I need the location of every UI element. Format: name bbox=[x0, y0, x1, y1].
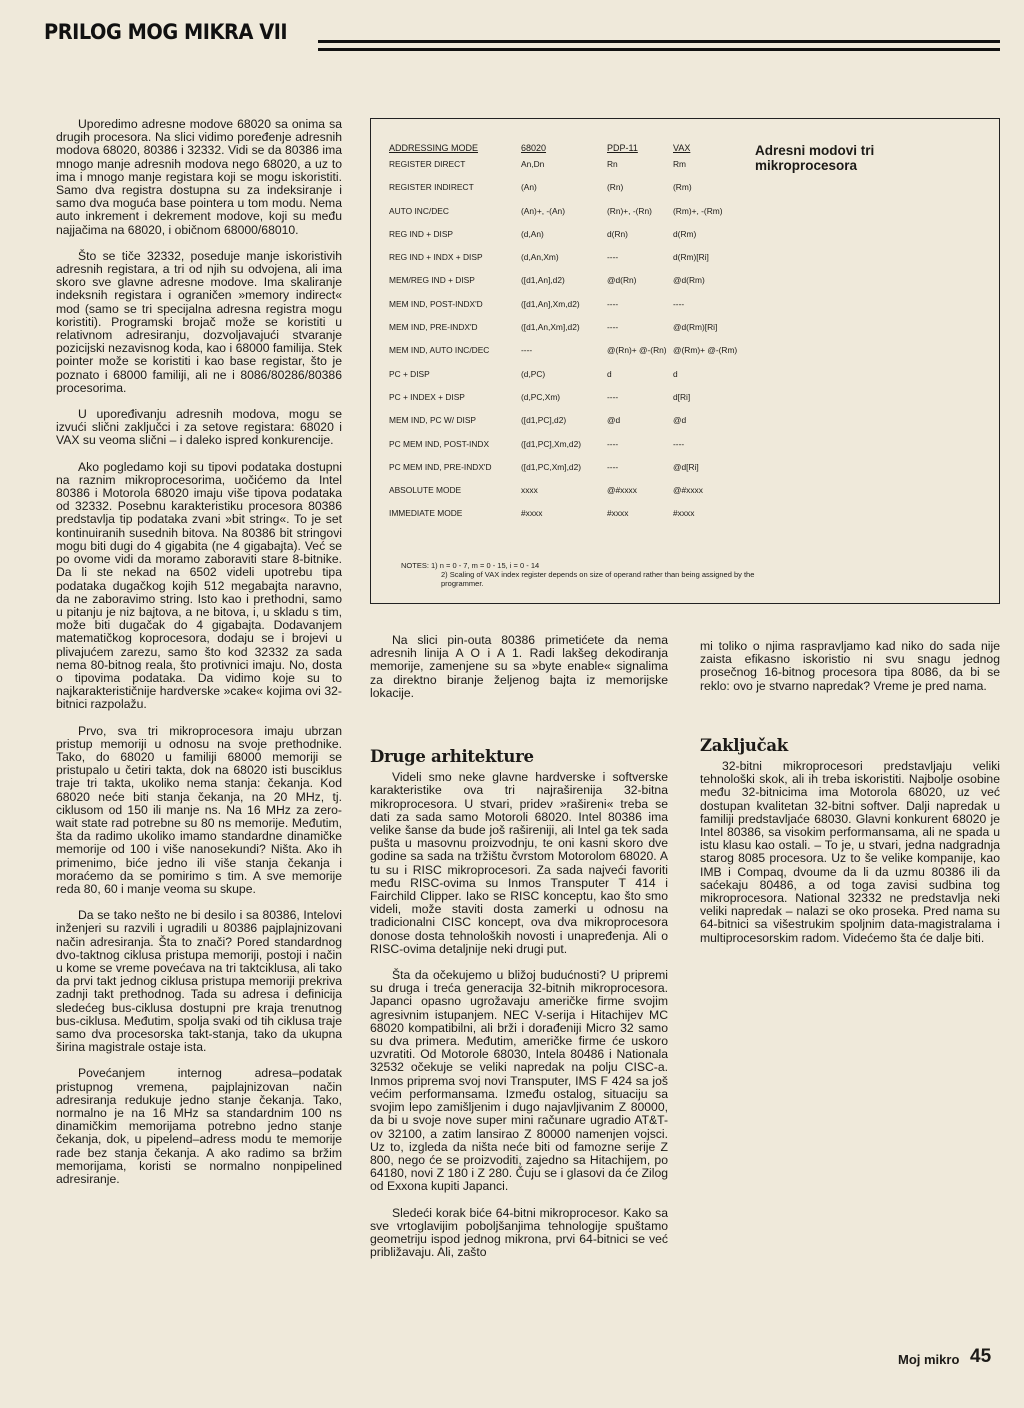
column-2 bbox=[370, 634, 668, 1272]
table-row bbox=[389, 159, 743, 182]
paragraph: Povećanjem internog adresa–podatak pristupnog vremena, pajplajnizovan način adresiranja redukuje jedno stanje čekanja. Tako, normalno je na 16 MHz sa standardnim 100 ns dinamičkim memorijama potrebno jedno stanje čekanja, dok, u pipelend–adress modu te memorije rade bez stanja čekanja. A ako radimo sa bržim memorijama, koristi se normalno nonpipelined adresiranje. bbox=[56, 1066, 342, 1187]
table-cell: REGISTER DIRECT bbox=[389, 159, 466, 169]
column-header: VAX bbox=[673, 143, 691, 153]
magazine-name: Moj mikro bbox=[898, 1352, 960, 1367]
column-header: ADDRESSING MODE bbox=[389, 143, 479, 153]
paragraph: Šta da očekujemo u bližoj budućnosti? U pripremi su druga i treća generacija 32-bitnih mikroprocesora. Japanci opasno ugrožavaju američke firme svojim agresivnim istupanjem. NEC V-serija i Hitachijev MC 68020 kompatibilni, ali brži i dorađeniji Micro 32 samo su dva primera. Međutim, američke firme će uskoro uzvratiti. Od Motorole 68030, Intela 80486 i Nationala 32532 očekuje se veliki napredak na polju CISC-a. Inmos priprema svoj novi Transputer, IMS F 424 sa još većim performansama. Između ostalog, situaciju sa svojim lepo zamišljenim i dugo najavljivanim Z 80000, da bi u svoje nove super mini računare ugradio AT&T-ov 32100, a zatim lansirao Z 80000 namenjen vojsci. Uz to, izgleda da ništa neće biti od famozne serije Z 800, nego će se proizvoditi, zajedno sa Hitachijem, po 64180, novi Z 180 i Z 280. Čuju se i glasovi da će Zilog od Exxona kupiti Japanci. bbox=[370, 968, 668, 1194]
table-cell: ---- bbox=[607, 391, 619, 402]
section-title: PRILOG MOG MIKRA VII bbox=[44, 20, 288, 44]
table-row bbox=[389, 182, 743, 205]
table-header-row bbox=[389, 137, 743, 159]
table-cell: #xxxx bbox=[521, 508, 543, 519]
table-row bbox=[389, 392, 743, 415]
table-cell: ([d1,An,Xm],d2) bbox=[521, 322, 580, 333]
table-row bbox=[389, 275, 743, 298]
table-cell: #xxxx bbox=[607, 508, 629, 519]
table-cell: (d,An,Xm) bbox=[521, 252, 559, 263]
table-cell: MEM IND, PC W/ DISP bbox=[389, 415, 477, 426]
table-cell: MEM IND, AUTO INC/DEC bbox=[389, 345, 490, 356]
table-row bbox=[389, 229, 743, 252]
table-row bbox=[389, 206, 743, 229]
table-cell: d(Rm)[Ri] bbox=[673, 252, 709, 263]
table-cell: IMMEDIATE MODE bbox=[389, 508, 463, 519]
column-1 bbox=[56, 118, 342, 1199]
table-cell: ---- bbox=[607, 252, 619, 263]
note-line: NOTES: 1) n = 0 - 7, m = 0 - 15, i = 0 - 14 bbox=[401, 561, 540, 570]
column-3 bbox=[700, 640, 1000, 958]
table-cell: Rm bbox=[673, 159, 687, 169]
paragraph: Na slici pin-outa 80386 primetićete da nema adresnih linija A O i A 1. Radi lakšeg dekodiranja memorije, zamenjene su sa »byte enable« signalima za direktno biranje željenog bajta iz memorijske lokacije. bbox=[370, 633, 668, 700]
table-cell: @#xxxx bbox=[673, 485, 703, 496]
table-cell: (Rn)+, -(Rn) bbox=[607, 205, 652, 216]
table-cell: (Rm)+, -(Rm) bbox=[673, 205, 723, 216]
table-row bbox=[389, 299, 743, 322]
table-row bbox=[389, 369, 743, 392]
table-row bbox=[389, 508, 743, 531]
table-cell: @d bbox=[607, 415, 621, 426]
column-header: 68020 bbox=[521, 143, 547, 153]
section-heading: Druge arhitekture bbox=[370, 747, 534, 767]
paragraph: Što se tiče 32332, poseduje manje iskoristivih adresnih registara, a tri od njih su odvojena, ali ima skoro sve glavne adresne modove. Ima skaliranje indeksnih registara i ograničen »memory indirect« mod (samo se tri specijalna adresna registra mogu koristiti). Programski brojač može se koristiti u relativnom adresiranju, dozvoljavajući stvaranje pozicijski nezavisnog koda, kao i 68000 familija. Stek pointer može se koristiti i kao base registar, što je poznato i 68000 familiji, ali ne i 8086/80286/80386 procesorima. bbox=[56, 248, 342, 395]
table-cell: (An)+, -(An) bbox=[521, 205, 565, 216]
table-cell: ---- bbox=[607, 298, 619, 309]
table-cell: @d(Rn) bbox=[607, 275, 637, 286]
table-cell: ---- bbox=[673, 438, 685, 449]
table-cell: @d[Ri] bbox=[673, 461, 699, 472]
table-cell: ---- bbox=[607, 322, 619, 333]
table-cell: ([d1,An],Xm,d2) bbox=[521, 298, 580, 309]
table-cell: An,Dn bbox=[521, 159, 545, 169]
table-cell: (d,PC,Xm) bbox=[521, 391, 561, 402]
paragraph: Videli smo neke glavne hardverske i softverske karakteristike ova tri najraširenija 32-bitna mikroprocesora. U stvari, pridev »rašireni« treba se dati za sada samo Motoroli 68020. Intel 80386 ima velike šanse da bude još rašireniji, ali Intel ga tek sada pušta u masovnu proizvodnju, te oni kasni skoro dve godine sa sada na tržištu čvrstom Motorolom 68020. A tu su i RISC mikroprocesori. Za sada najveći favoriti među RISC-ovima su Inmos Transputer T 414 i Fairchild Clipper. Iako se RISC konceptu, kao što smo videli, može staviti dosta zamerki u odnosu na tradicionalni CISC koncept, ova dva mikroprocesora donose dosta tehnoloških novosti i unapređenja. Ali o RISC-ovima detaljnije neki drugi put. bbox=[370, 770, 668, 956]
paragraph: Ako pogledamo koji su tipovi podataka dostupni na raznim mikroprocesorima, uočićemo da Intel 80386 i Motorola 68020 imaju više tipova podataka od 32332. Posebnu karakteristiku procesora 80386 predstavlja tip podataka zvani »bit string«. To je set kontinuiranih susednih bitova. Na 80386 bit stringovi mogu biti dugi do 4 gigabita (ne 4 gigabajta). Već se po ovome vidi da moramo zaboraviti stare 8-bitnike. Da li ste nekad na 6502 videli upotrebu tipa podataka dugačkog kojih 512 megabajta naravno, da ne zaboravimo string. Isto kao i prethodni, samo u pitanju je niz bajtova, a ne bitova, i, u skladu s tim, može biti dugačak do 4 gigabajta. Dodavanjem matematičkog koprocesora, dodaju se i brojevi u plivajućem zarezu, samo što kod 32332 za sada nema 80-bitnog reala, što protivnici imaju. No, dosta o tipovima podataka. Da vidimo koje su to najkarakterističnije hardverske »cake« kojima ovi 32-bitnici razpolažu. bbox=[56, 459, 342, 712]
table-cell: (d,An) bbox=[521, 228, 544, 239]
table-row bbox=[389, 345, 743, 368]
table-cell: ([d1,PC],Xm,d2) bbox=[521, 438, 582, 449]
table-cell: ([d1,PC,Xm],d2) bbox=[521, 461, 582, 472]
table-cell: REGISTER INDIRECT bbox=[389, 182, 474, 193]
table-notes bbox=[401, 561, 781, 588]
table-cell: (Rn) bbox=[607, 182, 624, 193]
paragraph: Da se tako nešto ne bi desilo i sa 80386, Intelovi inženjeri su razvili i ugradili u 80386 pajplajnizovani način adresiranja. Šta to znači? Pored standardnog dvo-taktnog ciklusa pristupa memoriji, postoji i način u kome se vreme povećava na tri taktciklusa, ali tako da prvi takt jednog ciklusa pristupa memoriji prekriva zadnji takt prethodnog. Tada su adresa i definicija sledećeg bus-ciklusa dostupni pre kraja trenutnog bus-ciklusa. Međutim, spolja svaki od tih ciklusa traje samo dva procesorska takt-stanja, tako da ukupna širina magistrale ostaje ista. bbox=[56, 908, 342, 1055]
table-cell: d(Rn) bbox=[607, 228, 628, 239]
table-cell: ---- bbox=[521, 345, 533, 356]
table-cell: @(Rn)+ @-(Rn) bbox=[607, 345, 667, 356]
paragraph: Uporedimo adresne modove 68020 sa onima sa drugih procesora. Na slici vidimo poređenje adresnih modova 68020, 80386 i 32332. Vidi se da 80386 ima mnogo manje adresnih modova nego 68020, a uz to ima i mnogo manje registara koji se mogu iskoristiti. Samo dva registra dostupna su za indeksiranje i samo dva moguća base pointera u tom modu. Nema auto inkrement i dekrement modove, koji su među najjačima na 68020, i običnom 68000/68010. bbox=[56, 117, 342, 237]
table-row bbox=[389, 462, 743, 485]
table-cell: @(Rm)+ @-(Rm) bbox=[673, 345, 738, 356]
section-heading: Zaključak bbox=[700, 735, 788, 755]
table-cell: PC MEM IND, PRE-INDX'D bbox=[389, 461, 492, 472]
table-cell: MEM/REG IND + DISP bbox=[389, 275, 475, 286]
paragraph: Sledeći korak biće 64-bitni mikroprocesor. Kako sa sve vrtoglavijim poboljšanjima tehnologije spuštamo geometriju ispod jednog mikrona, prvi 64-bitnici se već približavaju. Ali, zašto bbox=[370, 1205, 668, 1260]
table-cell: d bbox=[673, 368, 678, 379]
table-cell: @d(Rm) bbox=[673, 275, 705, 286]
table-row bbox=[389, 415, 743, 438]
table-cell: ABSOLUTE MODE bbox=[389, 485, 462, 496]
table-cell: d[Ri] bbox=[673, 391, 691, 402]
table-cell: Rn bbox=[607, 159, 618, 169]
table-cell: ---- bbox=[673, 298, 685, 309]
table-cell: PC + INDEX + DISP bbox=[389, 391, 465, 402]
column-header: PDP-11 bbox=[607, 143, 638, 153]
table-cell: d(Rm) bbox=[673, 228, 697, 239]
table-row bbox=[389, 439, 743, 462]
note-line: 2) Scaling of VAX index register depends on size of operand rather than being assigned by the programmer. bbox=[441, 570, 755, 588]
table-cell: MEM IND, PRE-INDX'D bbox=[389, 322, 478, 333]
figure-caption: Adresni modovi tri mikroprocesora bbox=[755, 143, 875, 173]
table-cell: PC + DISP bbox=[389, 368, 430, 379]
table-cell: MEM IND, POST-INDX'D bbox=[389, 298, 483, 309]
table-cell: PC MEM IND, POST-INDX bbox=[389, 438, 490, 449]
table-cell: ([d1,PC],d2) bbox=[521, 415, 567, 426]
table-cell: (An) bbox=[521, 182, 537, 193]
addressing-modes-table bbox=[389, 137, 743, 532]
table-cell: ([d1,An],d2) bbox=[521, 275, 565, 286]
header-rule bbox=[318, 40, 1000, 43]
table-cell: AUTO INC/DEC bbox=[389, 205, 449, 216]
header-rule-2 bbox=[318, 48, 1000, 51]
paragraph: 32-bitni mikroprocesori predstavljaju veliki tehnološki skok, ali ih treba iskoristiti. Najbolje osobine među 32-bitnicima ima Motorola 68020, uz već dostupan kvalitetan 32-bitni softver. Dalji napredak u familiji predstavljaće 68030. Glavni konkurent 68020 je Intel 80386, sa visokim performansama, ali ne spada u istu klasu kao ostali. – To je, u stvari, jedna nadgradnja starog 8085 procesora. Uz to še velike kompanije, kao IMB i Compaq, dvoume da li da uzmu 80386 ili da saćekaju 80486, a od toga zavisi sudbina tog mikroprocesora. National 32332 ne predstavlja neki veliki napredak – nalazi se oko proseka. Pred nama su 64-bitnici sa višestrukim spoljnim data-magistralama i multiprocesorskim radom. Videćemo šta će dalje biti. bbox=[700, 759, 1000, 945]
table-row bbox=[389, 252, 743, 275]
table-row bbox=[389, 485, 743, 508]
addressing-modes-figure bbox=[370, 118, 1000, 604]
table-cell: (d,PC) bbox=[521, 368, 546, 379]
table-cell: ---- bbox=[607, 438, 619, 449]
table-cell: @d(Rm)[Ri] bbox=[673, 322, 718, 333]
table-cell: (Rm) bbox=[673, 182, 692, 193]
table-row bbox=[389, 322, 743, 345]
table-cell: d bbox=[607, 368, 612, 379]
table-cell: xxxx bbox=[521, 485, 538, 496]
paragraph: Prvo, sva tri mikroprocesora imaju ubrzan pristup memoriji u odnosu na svoje prethodnike. Tako, do 68020 u familiji 68000 memoriji se pristupalo u četiri takta, dok na 68020 isti busciklus traje tri takta, ukoliko nema stanja: čekanja. Kod 68020 neće biti stanja čekanja, na 20 MHz, tj. ciklusom od 150 ili manje ns. Na 16 MHz za zero-wait state rad potrebne su 80 ns memorije. Međutim, šta da radimo ukoliko imamo standardne dinamičke memorije od 100 i više nanosekundi? Ništa. Ako ih primenimo, biće jedno ili više stanja čekanja i moraćemo da se pomirimo s tim. A sve memorije reda 80, 60 i manje veoma su skupe. bbox=[56, 723, 342, 896]
page-number: 45 bbox=[970, 1346, 992, 1367]
table-cell: @d bbox=[673, 415, 687, 426]
table-cell: ---- bbox=[607, 461, 619, 472]
table-cell: @#xxxx bbox=[607, 485, 637, 496]
table-cell: REG IND + INDX + DISP bbox=[389, 252, 483, 263]
paragraph: mi toliko o njima raspravljamo kad niko do sada nije zaista efikasno iskoristio ni svu snagu jednog prosečnog 16-bitnog procesora tipa 8086, da bi se reklo: ovo je stvarno napredak? Vreme je pred nama. bbox=[700, 639, 1000, 693]
table-cell: REG IND + DISP bbox=[389, 228, 453, 239]
paragraph: U upoređivanju adresnih modova, mogu se izvući slični zaključci i za setove registara: 68020 i VAX su veoma slični – i daleko ispred konkurencije. bbox=[56, 407, 342, 448]
table-cell: #xxxx bbox=[673, 508, 695, 519]
